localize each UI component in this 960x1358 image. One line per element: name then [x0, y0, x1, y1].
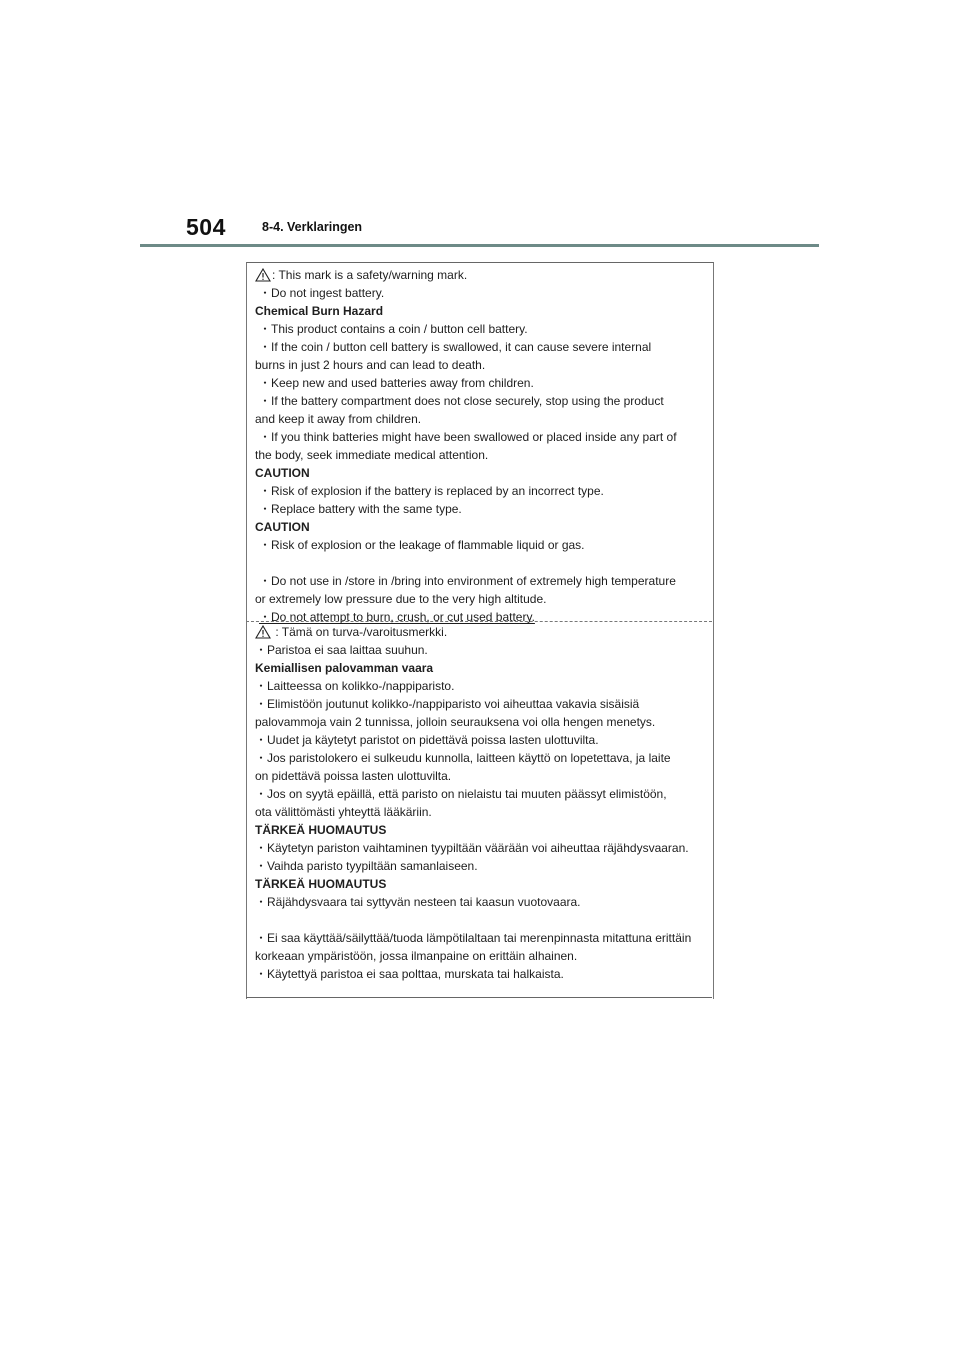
contains-battery-fi: ・Laitteessa on kolikko-/nappiparisto.	[255, 679, 455, 693]
explosion-leak-line: ・Risk of explosion or the leakage of flammable liquid or gas.	[259, 538, 585, 552]
chemical-burn-heading-fi: Kemiallisen palovamman vaara	[255, 661, 434, 675]
english-warning-panel	[255, 266, 705, 626]
contains-battery: ・This product contains a coin / button cell battery.	[259, 322, 528, 336]
page-number: 504	[186, 214, 226, 240]
burn-line: ・Do not attempt to burn, crush, or cut used battery.	[259, 610, 535, 624]
caution-heading-2: CAUTION	[255, 520, 310, 534]
section-title: 8-4. Verklaringen	[262, 220, 363, 234]
swallowed-line-2-fi: palovammoja vain 2 tunnissa, jolloin seurauksena voi olla hengen menetys.	[255, 715, 656, 729]
warning-mark-line	[255, 266, 705, 284]
explosion-leak-line-fi: ・Räjähdysvaara tai syttyvän nesteen tai kaasun vuotovaara.	[255, 895, 581, 909]
think-line-2: the body, seek immediate medical attention.	[255, 448, 489, 462]
finnish-warning-panel	[255, 623, 705, 983]
header-rule	[140, 244, 819, 247]
compartment-line-2: and keep it away from children.	[255, 412, 422, 426]
compartment-line-1: ・If the battery compartment does not close securely, stop using the product	[259, 394, 664, 408]
think-line-1: ・If you think batteries might have been swallowed or placed inside any part of	[259, 430, 677, 444]
do-not-ingest-fi: ・Paristoa ei saa laittaa suuhun.	[255, 643, 428, 657]
swallowed-line-1: ・If the coin / button cell battery is swallowed, it can cause severe internal	[259, 340, 652, 354]
environment-line-1: ・Do not use in /store in /bring into environment of extremely high temperature	[259, 574, 676, 588]
swallowed-line-1-fi: ・Elimistöön joutunut kolikko-/nappiparisto voi aiheuttaa vakavia sisäisiä	[255, 697, 640, 711]
caution-heading-1: CAUTION	[255, 466, 310, 480]
caution-heading-1-fi: TÄRKEÄ HUOMAUTUS	[255, 823, 387, 837]
warning-triangle-icon	[255, 268, 271, 282]
explosion-type-line: ・Risk of explosion if the battery is replaced by an incorrect type.	[259, 484, 604, 498]
caution-heading-2-fi: TÄRKEÄ HUOMAUTUS	[255, 877, 387, 891]
warning-mark-text-fi: : Tämä on turva-/varoitusmerkki.	[272, 625, 448, 639]
explosion-type-line-fi: ・Käytetyn pariston vaihtaminen tyypiltään väärään voi aiheuttaa räjähdysvaaran.	[255, 841, 689, 855]
compartment-line-1-fi: ・Jos paristolokero ei sulkeudu kunnolla, laitteen käyttö on lopetettava, ja laite	[255, 751, 671, 765]
compartment-line-2-fi: on pidettävä poissa lasten ulottuvilta.	[255, 769, 452, 783]
warning-mark-text: : This mark is a safety/warning mark.	[272, 268, 468, 282]
think-line-1-fi: ・Jos on syytä epäillä, että paristo on nielaistu tai muuten päässyt elimistöön,	[255, 787, 667, 801]
keep-away-line: ・Keep new and used batteries away from children.	[259, 376, 534, 390]
warning-mark-line-fi	[255, 623, 705, 641]
replace-same-line-fi: ・Vaihda paristo tyypiltään samanlaiseen.	[255, 859, 478, 873]
warning-triangle-icon	[255, 625, 271, 639]
environment-line-2: or extremely low pressure due to the very high altitude.	[255, 592, 547, 606]
do-not-ingest: ・Do not ingest battery.	[259, 286, 385, 300]
frame-bottom-border	[246, 997, 712, 998]
burn-line-fi: ・Käytettyä paristoa ei saa polttaa, murskata tai halkaista.	[255, 967, 564, 981]
swallowed-line-2: burns in just 2 hours and can lead to death.	[255, 358, 486, 372]
replace-same-line: ・Replace battery with the same type.	[259, 502, 462, 516]
think-line-2-fi: ota välittömästi yhteyttä lääkäriin.	[255, 805, 432, 819]
chemical-burn-heading: Chemical Burn Hazard	[255, 304, 384, 318]
environment-line-1-fi: ・Ei saa käyttää/säilyttää/tuoda lämpötilaltaan tai merenpinnasta mitattuna erittäin	[255, 931, 692, 945]
keep-away-line-fi: ・Uudet ja käytetyt paristot on pidettävä poissa lasten ulottuvilta.	[255, 733, 599, 747]
environment-line-2-fi: korkeaan ympäristöön, jossa ilmanpaine on erittäin alhainen.	[255, 949, 578, 963]
